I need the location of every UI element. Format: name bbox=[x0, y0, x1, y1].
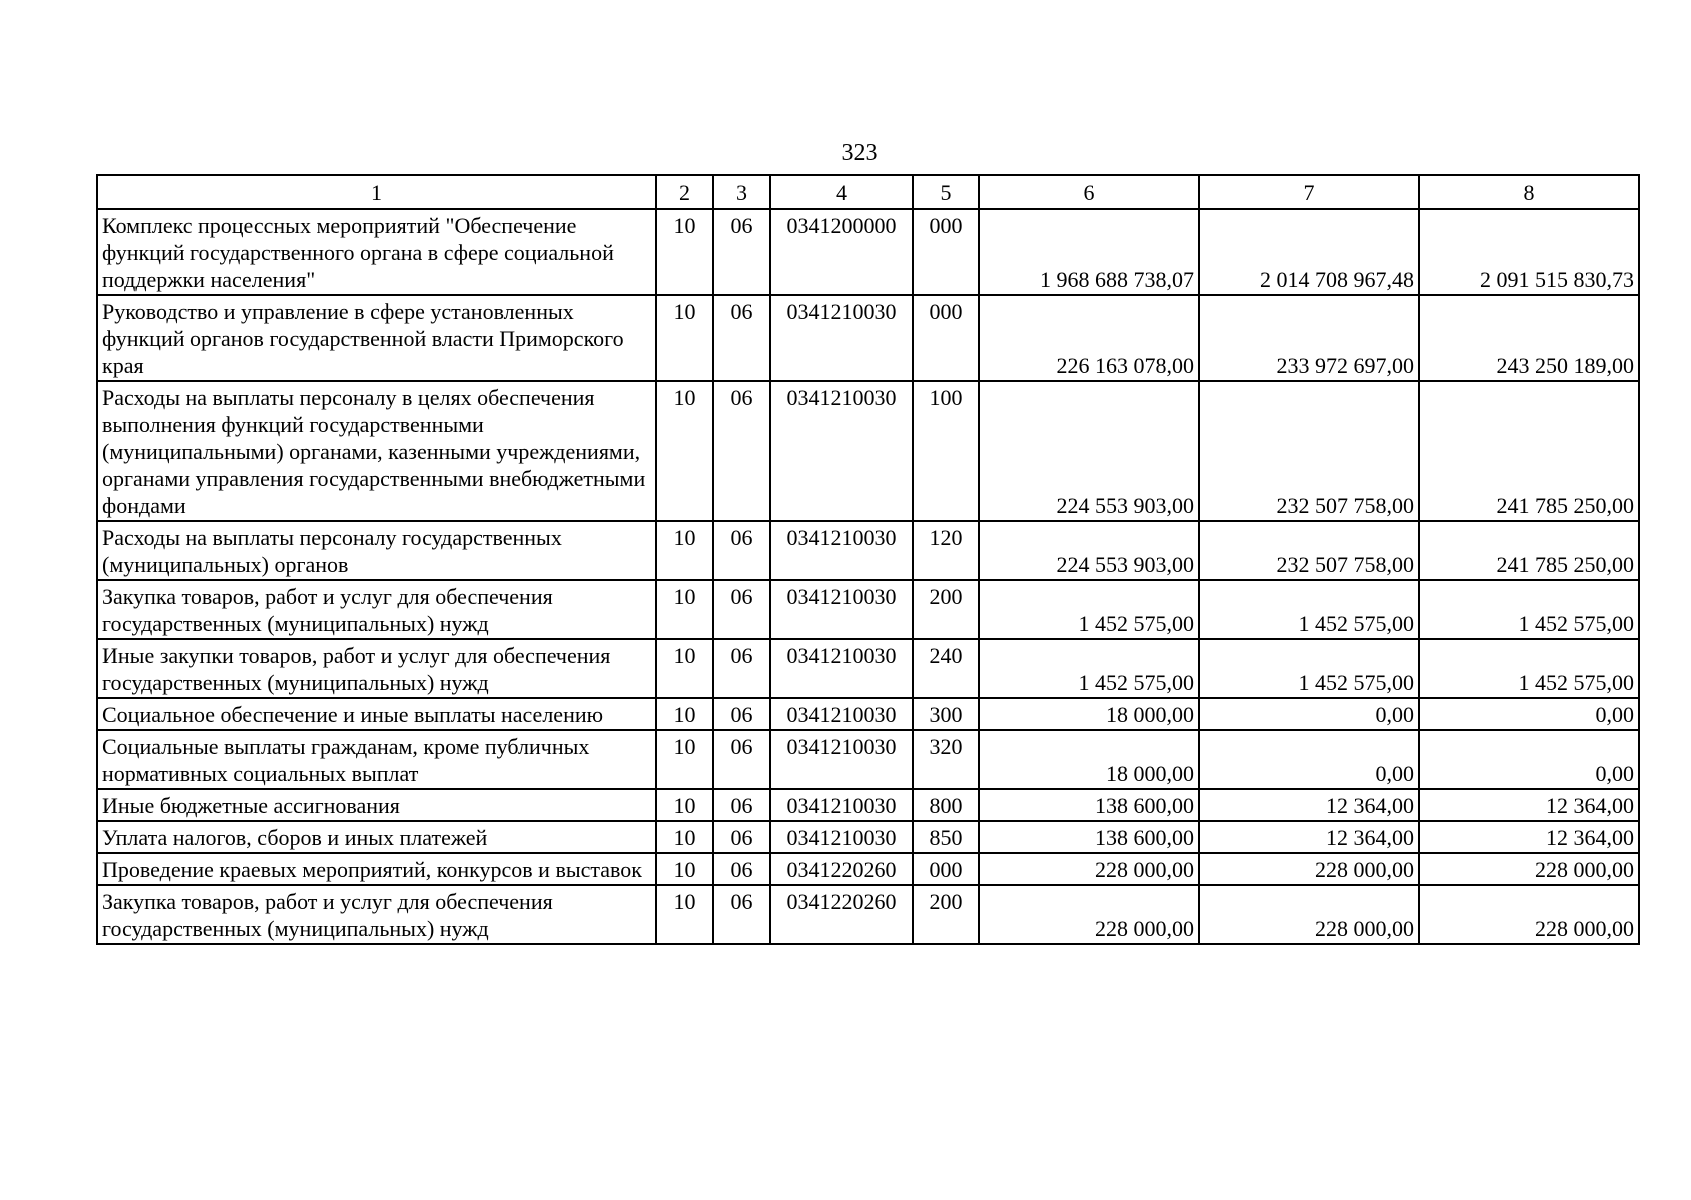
row-name: Расходы на выплаты персоналу в целях обеспечения выполнения функций государственными (муниципальными) органами, казенными учреждениями, органами управления государственными внебюджетными фондами bbox=[97, 381, 656, 521]
row-amount-col6: 138 600,00 bbox=[979, 789, 1199, 821]
row-target-code: 0341210030 bbox=[770, 789, 913, 821]
row-subsection: 06 bbox=[713, 295, 770, 381]
row-amount-col7: 1 452 575,00 bbox=[1199, 580, 1419, 639]
row-section: 10 bbox=[656, 789, 713, 821]
row-target-code: 0341210030 bbox=[770, 730, 913, 789]
column-header: 5 bbox=[913, 175, 979, 209]
table-row bbox=[97, 580, 1639, 639]
row-expense-type: 200 bbox=[913, 580, 979, 639]
row-amount-col7: 228 000,00 bbox=[1199, 853, 1419, 885]
row-expense-type: 240 bbox=[913, 639, 979, 698]
row-target-code: 0341210030 bbox=[770, 381, 913, 521]
column-header: 3 bbox=[713, 175, 770, 209]
row-expense-type: 850 bbox=[913, 821, 979, 853]
row-name: Проведение краевых мероприятий, конкурсов и выставок bbox=[97, 853, 656, 885]
row-expense-type: 200 bbox=[913, 885, 979, 944]
row-expense-type: 000 bbox=[913, 209, 979, 295]
row-amount-col6: 228 000,00 bbox=[979, 885, 1199, 944]
row-section: 10 bbox=[656, 885, 713, 944]
table-row bbox=[97, 209, 1639, 295]
row-expense-type: 300 bbox=[913, 698, 979, 730]
row-target-code: 0341220260 bbox=[770, 853, 913, 885]
row-section: 10 bbox=[656, 209, 713, 295]
row-amount-col8: 0,00 bbox=[1419, 730, 1639, 789]
row-amount-col8: 1 452 575,00 bbox=[1419, 639, 1639, 698]
row-target-code: 0341210030 bbox=[770, 639, 913, 698]
row-section: 10 bbox=[656, 580, 713, 639]
column-header: 7 bbox=[1199, 175, 1419, 209]
row-expense-type: 120 bbox=[913, 521, 979, 580]
row-subsection: 06 bbox=[713, 639, 770, 698]
row-amount-col8: 1 452 575,00 bbox=[1419, 580, 1639, 639]
row-name: Иные бюджетные ассигнования bbox=[97, 789, 656, 821]
row-amount-col7: 12 364,00 bbox=[1199, 789, 1419, 821]
row-section: 10 bbox=[656, 821, 713, 853]
column-header: 8 bbox=[1419, 175, 1639, 209]
row-amount-col6: 1 452 575,00 bbox=[979, 580, 1199, 639]
row-section: 10 bbox=[656, 730, 713, 789]
row-name: Закупка товаров, работ и услуг для обеспечения государственных (муниципальных) нужд bbox=[97, 885, 656, 944]
row-amount-col7: 232 507 758,00 bbox=[1199, 381, 1419, 521]
row-amount-col7: 2 014 708 967,48 bbox=[1199, 209, 1419, 295]
row-expense-type: 320 bbox=[913, 730, 979, 789]
row-name: Руководство и управление в сфере установленных функций органов государственной власти Приморского края bbox=[97, 295, 656, 381]
table-row bbox=[97, 789, 1639, 821]
row-subsection: 06 bbox=[713, 730, 770, 789]
row-target-code: 0341220260 bbox=[770, 885, 913, 944]
row-subsection: 06 bbox=[713, 698, 770, 730]
row-amount-col6: 224 553 903,00 bbox=[979, 521, 1199, 580]
table-row bbox=[97, 885, 1639, 944]
row-name: Уплата налогов, сборов и иных платежей bbox=[97, 821, 656, 853]
row-amount-col8: 241 785 250,00 bbox=[1419, 381, 1639, 521]
budget-table bbox=[96, 174, 1640, 945]
row-subsection: 06 bbox=[713, 821, 770, 853]
row-subsection: 06 bbox=[713, 885, 770, 944]
row-amount-col6: 228 000,00 bbox=[979, 853, 1199, 885]
row-amount-col6: 226 163 078,00 bbox=[979, 295, 1199, 381]
row-amount-col7: 1 452 575,00 bbox=[1199, 639, 1419, 698]
table-row bbox=[97, 521, 1639, 580]
row-subsection: 06 bbox=[713, 521, 770, 580]
row-amount-col8: 228 000,00 bbox=[1419, 853, 1639, 885]
column-header: 1 bbox=[97, 175, 656, 209]
row-subsection: 06 bbox=[713, 853, 770, 885]
row-subsection: 06 bbox=[713, 209, 770, 295]
table-row bbox=[97, 698, 1639, 730]
row-target-code: 0341210030 bbox=[770, 295, 913, 381]
row-amount-col8: 243 250 189,00 bbox=[1419, 295, 1639, 381]
row-amount-col6: 18 000,00 bbox=[979, 698, 1199, 730]
column-header: 2 bbox=[656, 175, 713, 209]
row-amount-col6: 18 000,00 bbox=[979, 730, 1199, 789]
table-row bbox=[97, 639, 1639, 698]
row-name: Комплекс процессных мероприятий "Обеспечение функций государственного органа в сфере социальной поддержки населения" bbox=[97, 209, 656, 295]
row-amount-col8: 12 364,00 bbox=[1419, 789, 1639, 821]
row-amount-col6: 1 452 575,00 bbox=[979, 639, 1199, 698]
row-name: Закупка товаров, работ и услуг для обеспечения государственных (муниципальных) нужд bbox=[97, 580, 656, 639]
row-name: Расходы на выплаты персоналу государственных (муниципальных) органов bbox=[97, 521, 656, 580]
row-subsection: 06 bbox=[713, 789, 770, 821]
row-amount-col7: 0,00 bbox=[1199, 698, 1419, 730]
row-amount-col8: 228 000,00 bbox=[1419, 885, 1639, 944]
table-row bbox=[97, 295, 1639, 381]
row-amount-col8: 0,00 bbox=[1419, 698, 1639, 730]
page-number: 323 bbox=[841, 140, 878, 166]
row-amount-col7: 12 364,00 bbox=[1199, 821, 1419, 853]
row-target-code: 0341210030 bbox=[770, 698, 913, 730]
row-amount-col7: 233 972 697,00 bbox=[1199, 295, 1419, 381]
row-amount-col7: 0,00 bbox=[1199, 730, 1419, 789]
row-expense-type: 000 bbox=[913, 853, 979, 885]
row-name: Иные закупки товаров, работ и услуг для обеспечения государственных (муниципальных) нужд bbox=[97, 639, 656, 698]
row-expense-type: 000 bbox=[913, 295, 979, 381]
table-row bbox=[97, 381, 1639, 521]
table-row bbox=[97, 853, 1639, 885]
column-header: 4 bbox=[770, 175, 913, 209]
table-row bbox=[97, 730, 1639, 789]
row-expense-type: 100 bbox=[913, 381, 979, 521]
row-subsection: 06 bbox=[713, 580, 770, 639]
row-target-code: 0341200000 bbox=[770, 209, 913, 295]
row-target-code: 0341210030 bbox=[770, 821, 913, 853]
row-target-code: 0341210030 bbox=[770, 580, 913, 639]
table-row bbox=[97, 821, 1639, 853]
row-amount-col8: 12 364,00 bbox=[1419, 821, 1639, 853]
row-target-code: 0341210030 bbox=[770, 521, 913, 580]
row-name: Социальное обеспечение и иные выплаты населению bbox=[97, 698, 656, 730]
row-amount-col7: 228 000,00 bbox=[1199, 885, 1419, 944]
row-amount-col6: 138 600,00 bbox=[979, 821, 1199, 853]
row-section: 10 bbox=[656, 381, 713, 521]
row-amount-col7: 232 507 758,00 bbox=[1199, 521, 1419, 580]
row-expense-type: 800 bbox=[913, 789, 979, 821]
row-section: 10 bbox=[656, 853, 713, 885]
row-amount-col6: 1 968 688 738,07 bbox=[979, 209, 1199, 295]
row-amount-col6: 224 553 903,00 bbox=[979, 381, 1199, 521]
row-section: 10 bbox=[656, 521, 713, 580]
row-section: 10 bbox=[656, 639, 713, 698]
row-section: 10 bbox=[656, 295, 713, 381]
row-name: Социальные выплаты гражданам, кроме публичных нормативных социальных выплат bbox=[97, 730, 656, 789]
row-amount-col8: 2 091 515 830,73 bbox=[1419, 209, 1639, 295]
column-header: 6 bbox=[979, 175, 1199, 209]
header-row bbox=[97, 175, 1639, 209]
row-section: 10 bbox=[656, 698, 713, 730]
row-subsection: 06 bbox=[713, 381, 770, 521]
row-amount-col8: 241 785 250,00 bbox=[1419, 521, 1639, 580]
